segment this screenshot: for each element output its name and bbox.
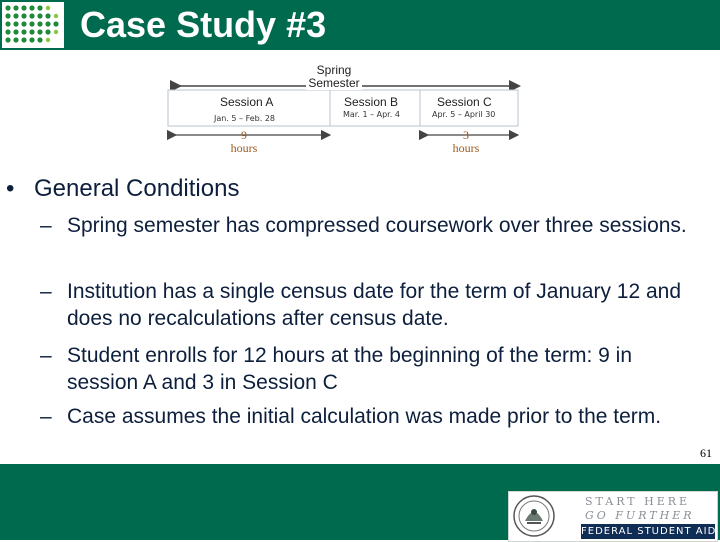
session-a-name: Session A xyxy=(220,95,274,109)
list-item xyxy=(40,403,700,430)
logo-line-go-further: GO FURTHER xyxy=(585,509,695,522)
session-a-hours-unit: hours xyxy=(230,141,258,155)
list-item-text: Student enrolls for 12 hours at the beginning of the term: 9 in session A and 3 in Session C xyxy=(67,344,633,394)
session-c-name: Session C xyxy=(437,95,492,109)
bullet-dot-icon: • xyxy=(6,175,15,202)
logo-line-start-here: START HERE xyxy=(585,495,691,508)
session-a-hours-value: 9 xyxy=(241,128,247,142)
dash-icon: – xyxy=(40,280,52,303)
session-c-hours xyxy=(446,129,486,155)
federal-student-aid-logo xyxy=(508,491,718,542)
logo-line-federal-student-aid: FEDERAL STUDENT AID xyxy=(581,526,717,537)
dash-icon: – xyxy=(40,405,52,428)
list-item xyxy=(40,342,700,396)
session-timeline xyxy=(0,0,720,170)
list-item-text: Case assumes the initial calculation was made prior to the term. xyxy=(67,405,662,428)
page-number: 61 xyxy=(700,446,712,460)
dash-icon: – xyxy=(40,214,52,237)
session-b-dates: Mar. 1 – Apr. 4 xyxy=(343,110,400,119)
semester-label-line1: Spring xyxy=(316,63,352,77)
session-a-hours xyxy=(224,129,264,155)
session-c-hours-value: 3 xyxy=(463,128,469,142)
bullet-heading xyxy=(6,174,239,204)
list-item-text: Spring semester has compressed coursework over three sessions. xyxy=(67,214,687,237)
session-c-hours-unit: hours xyxy=(452,141,480,155)
department-seal-icon xyxy=(513,495,555,537)
dash-icon: – xyxy=(40,344,52,367)
page-title: Case Study #3 xyxy=(80,4,327,45)
session-b-name: Session B xyxy=(344,95,399,109)
semester-label xyxy=(306,64,362,90)
list-item xyxy=(40,278,700,332)
session-a-dates: Jan. 5 – Feb. 28 xyxy=(214,114,276,123)
list-item xyxy=(40,212,700,239)
list-item-text: Institution has a single census date for the term of January 12 and does no recalculations after census date. xyxy=(67,280,682,330)
heading-text: General Conditions xyxy=(34,175,240,202)
semester-label-line2: Semester xyxy=(306,77,362,90)
session-c-dates: Apr. 5 – April 30 xyxy=(432,110,496,119)
